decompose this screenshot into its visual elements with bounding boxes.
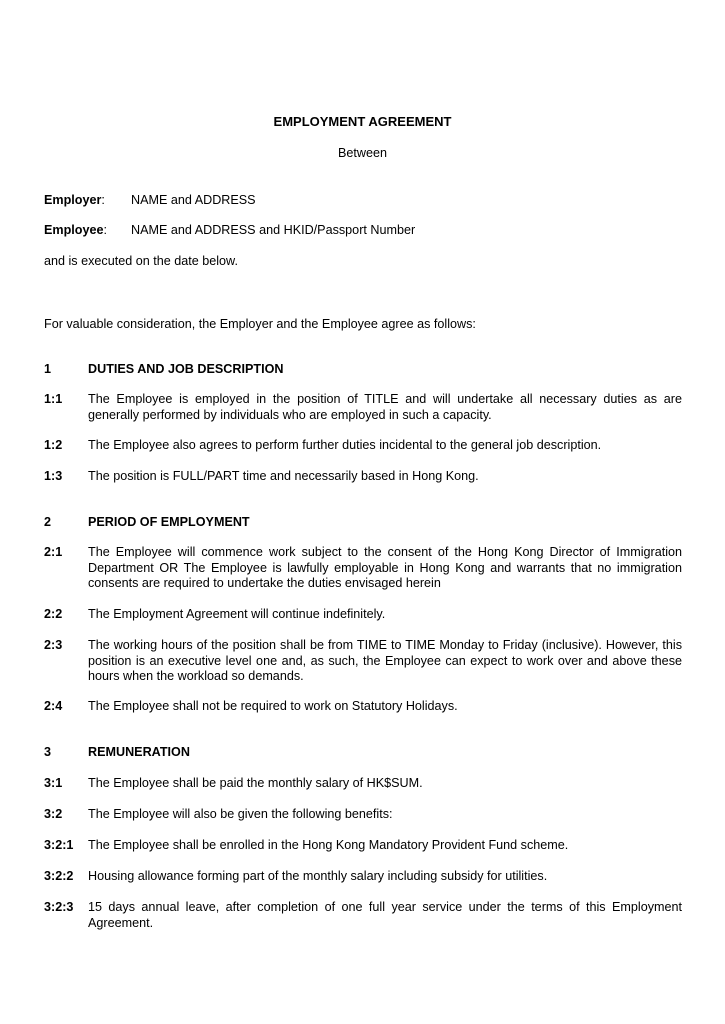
section-number: 1 [44,362,52,376]
clause-number: 3:2 [44,807,63,821]
employer-label: Employer [44,193,102,207]
clause-text: The position is FULL/PART time and necessarily based in Hong Kong. [88,469,479,483]
employee-label: Employee [44,223,104,237]
employer-colon: : [101,193,105,207]
clause-text: The Employment Agreement will continue indefinitely. [88,607,386,621]
document-title: EMPLOYMENT AGREEMENT [273,114,452,129]
clause-number: 2:4 [44,699,63,713]
clause-text: The Employee shall not be required to work on Statutory Holidays. [88,699,458,713]
clause-number: 3:2:2 [44,869,74,883]
employee-line [44,223,684,239]
clause-number: 2:3 [44,638,63,652]
document-subtitle: Between [337,146,387,160]
clause-number: 3:2:3 [44,900,74,914]
clause-number: 2:2 [44,607,63,621]
clause-number: 1:3 [44,469,63,483]
clause-text: 15 days annual leave, after completion of one full year service under the terms of this Employment Agreement. [88,900,682,930]
section-title: REMUNERATION [88,745,190,759]
clause-number: 3:1 [44,776,63,790]
intro-statement: For valuable consideration, the Employer and the Employee agree as follows: [44,317,476,331]
clause-text: The Employee will also be given the following benefits: [88,807,393,821]
section-title: DUTIES AND JOB DESCRIPTION [88,362,284,376]
section-number: 3 [44,745,52,759]
clause-number: 2:1 [44,545,63,559]
employer-line [44,193,684,209]
clause-text: The working hours of the position shall be from TIME to TIME Monday to Friday (inclusive). However, this position is an executive level one and, as such, the Employee can expect to work over and above these hours when the workload so demands. [88,638,682,683]
clause-text: Housing allowance forming part of the monthly salary including subsidy for utilities. [88,869,548,883]
clause-text: The Employee shall be enrolled in the Hong Kong Mandatory Provident Fund scheme. [88,838,569,852]
employee-value: NAME and ADDRESS and HKID/Passport Number [131,223,416,237]
clause-text: The Employee is employed in the position of TITLE and will undertake all necessary duties as are generally performed by individuals who are employed in such a capacity. [88,392,682,422]
clause-text: The Employee will commence work subject to the consent of the Hong Kong Director of Immigration Department OR The Employee is lawfully employable in Hong Kong and warrants that no immigration consents are required to undertake the duties envisaged herein [88,545,682,590]
section-number: 2 [44,515,52,529]
clause-number: 3:2:1 [44,838,74,852]
employer-value: NAME and ADDRESS [131,193,256,207]
executed-statement: and is executed on the date below. [44,254,238,268]
clause-number: 1:1 [44,392,63,406]
clause-number: 1:2 [44,438,63,452]
section-title: PERIOD OF EMPLOYMENT [88,515,250,529]
clause-text: The Employee shall be paid the monthly salary of HK$SUM. [88,776,423,790]
clause-text: The Employee also agrees to perform further duties incidental to the general job description. [88,438,602,452]
employee-colon: : [103,223,107,237]
